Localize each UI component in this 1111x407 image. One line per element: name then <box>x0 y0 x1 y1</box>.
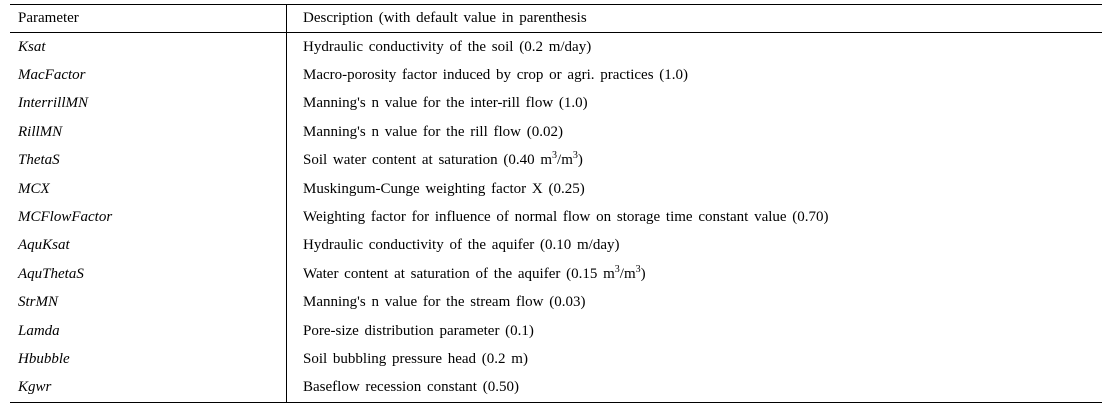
table-row <box>10 147 1102 175</box>
param-description: Hydraulic conductivity of the aquifer (0.10 m/day) <box>303 237 620 254</box>
table-body <box>10 33 1102 403</box>
table-row <box>10 289 1102 317</box>
param-description: Hydraulic conductivity of the soil (0.2 m/day) <box>303 38 592 55</box>
param-name: RillMN <box>10 118 287 146</box>
param-description: Baseflow recession constant (0.50) <box>303 379 519 396</box>
param-description: Macro-porosity factor induced by crop or agri. practices (1.0) <box>303 67 689 84</box>
table-header <box>10 5 1102 33</box>
param-name: Ksat <box>10 33 287 62</box>
param-description: Manning's n value for the rill flow (0.02) <box>303 123 563 140</box>
header-description: Description (with default value in parenthesis <box>303 10 587 26</box>
unit-exponent: 3 <box>614 263 620 275</box>
table-row <box>10 118 1102 146</box>
param-name: AquThetaS <box>10 260 287 288</box>
param-name: AquKsat <box>10 232 287 260</box>
unit-exponent: 3 <box>635 263 641 275</box>
table-row <box>10 203 1102 231</box>
param-description: Soil bubbling pressure head (0.2 m) <box>303 350 528 367</box>
unit-exponent: 3 <box>552 150 558 162</box>
param-description: Manning's n value for the inter-rill flow (1.0) <box>303 95 588 112</box>
desc-unit-mid: /m <box>557 152 573 169</box>
param-description: Pore-size distribution parameter (0.1) <box>303 322 534 339</box>
table-row <box>10 317 1102 345</box>
table-row <box>10 90 1102 118</box>
table-row <box>10 61 1102 89</box>
desc-text: Water content at saturation of the aquifer (0.15 m <box>303 265 615 282</box>
table-row <box>10 232 1102 260</box>
table-row <box>10 260 1102 288</box>
param-description <box>287 260 1103 288</box>
table-row <box>10 175 1102 203</box>
param-name: Lamda <box>10 317 287 345</box>
desc-tail: ) <box>577 152 583 169</box>
param-name: MacFactor <box>10 61 287 89</box>
param-name: InterrillMN <box>10 90 287 118</box>
table-row <box>10 33 1102 62</box>
param-description: Weighting factor for influence of normal flow on storage time constant value (0.70) <box>303 209 829 226</box>
param-name: StrMN <box>10 289 287 317</box>
param-name: MCFlowFactor <box>10 203 287 231</box>
param-name: ThetaS <box>10 147 287 175</box>
param-description: Muskingum-Cunge weighting factor X (0.25) <box>303 180 585 197</box>
param-description: Manning's n value for the stream flow (0.03) <box>303 294 586 311</box>
header-parameter: Parameter <box>10 5 287 33</box>
table-row <box>10 374 1102 403</box>
desc-unit-mid: /m <box>619 265 636 282</box>
param-name: MCX <box>10 175 287 203</box>
param-name: Kgwr <box>10 374 287 403</box>
unit-exponent: 3 <box>572 150 578 162</box>
table-row <box>10 345 1102 373</box>
header-row <box>10 5 1102 33</box>
param-name: Hbubble <box>10 345 287 373</box>
parameter-table <box>10 4 1102 403</box>
param-description <box>287 147 1103 175</box>
desc-tail: ) <box>640 265 646 282</box>
desc-text: Soil water content at saturation (0.40 m <box>303 152 553 169</box>
